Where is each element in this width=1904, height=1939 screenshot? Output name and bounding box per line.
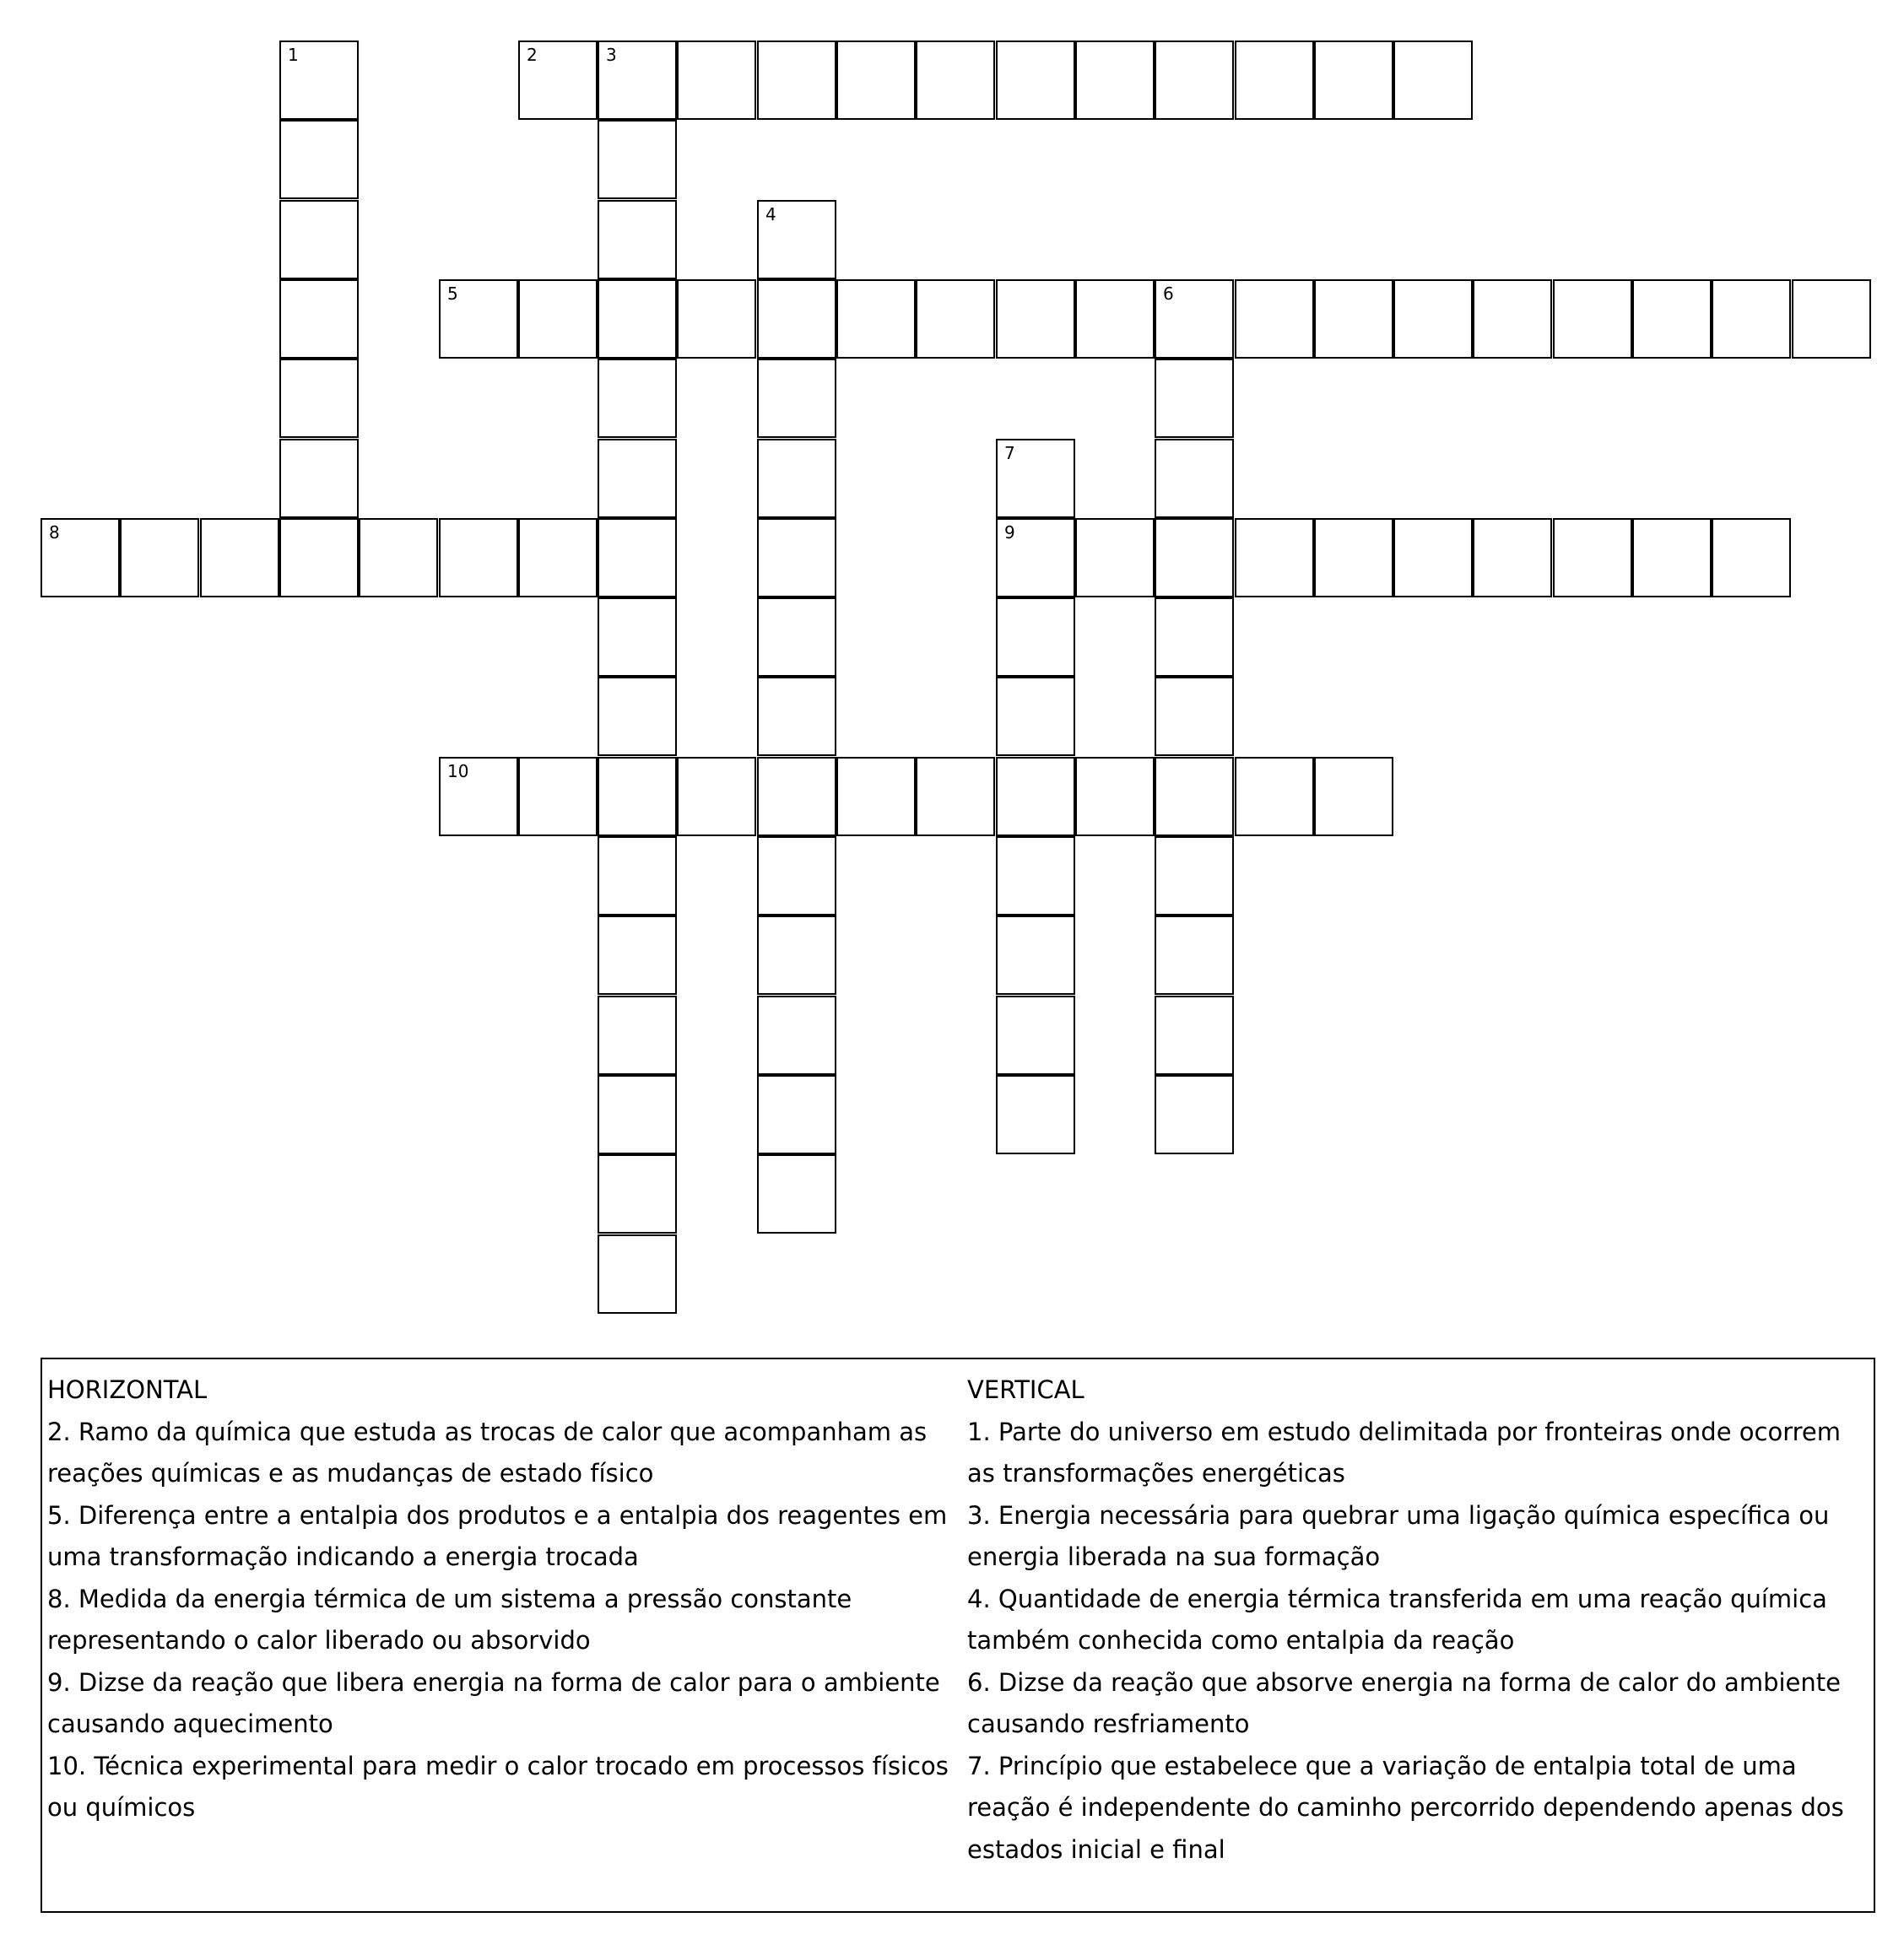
grid-cell[interactable] [757, 757, 836, 836]
clue-v-7: 7. Princípio que estabelece que a variação de entalpia total de uma reação é independente do caminho percorrido dependendo apenas dos estados inicial e final [967, 1751, 1844, 1864]
grid-cell[interactable] [996, 915, 1075, 995]
clue-h-10: 10. Técnica experimental para medir o calor trocado em processos físicos ou químicos [47, 1751, 949, 1822]
grid-cell[interactable] [1393, 279, 1473, 359]
horizontal-heading: HORIZONTAL [47, 1375, 208, 1404]
grid-cell[interactable] [1314, 757, 1393, 836]
grid-cell[interactable] [598, 915, 677, 995]
grid-cell[interactable] [757, 677, 836, 756]
grid-cell[interactable] [996, 439, 1075, 518]
grid-cell[interactable] [836, 757, 916, 836]
grid-cell[interactable] [757, 439, 836, 518]
grid-cell[interactable] [757, 359, 836, 438]
grid-cell[interactable] [1235, 518, 1314, 597]
grid-cell[interactable] [757, 200, 836, 279]
grid-cell[interactable] [359, 518, 438, 597]
grid-cell[interactable] [1155, 41, 1234, 120]
grid-cell[interactable] [757, 518, 836, 597]
grid-cell[interactable] [1075, 41, 1155, 120]
grid-cell[interactable] [1712, 518, 1791, 597]
grid-cell[interactable] [1712, 279, 1791, 359]
grid-cell[interactable] [916, 279, 995, 359]
clue-number: 5 [447, 284, 458, 304]
clue-number: 6 [1163, 284, 1174, 304]
grid-cell[interactable] [598, 41, 677, 120]
grid-cell[interactable] [1393, 518, 1473, 597]
grid-cell[interactable] [757, 41, 836, 120]
grid-cell[interactable] [1155, 915, 1234, 995]
grid-cell[interactable] [996, 836, 1075, 915]
grid-cell[interactable] [1314, 279, 1393, 359]
grid-cell[interactable] [996, 677, 1075, 756]
clue-number: 7 [1004, 443, 1015, 463]
horizontal-clues [47, 1369, 959, 1829]
grid-cell[interactable] [1155, 996, 1234, 1075]
grid-cell[interactable] [598, 518, 677, 597]
grid-cell[interactable] [598, 677, 677, 756]
clue-number: 10 [447, 761, 469, 781]
grid-cell[interactable] [41, 518, 120, 597]
clue-v-3: 3. Energia necessária para quebrar uma ligação química específica ou energia liberada na sua formação [967, 1500, 1830, 1571]
grid-cell[interactable] [1155, 279, 1234, 359]
grid-cell[interactable] [598, 200, 677, 279]
grid-cell[interactable] [1314, 518, 1393, 597]
grid-cell[interactable] [1155, 518, 1234, 597]
grid-cell[interactable] [996, 757, 1075, 836]
grid-cell[interactable] [518, 518, 598, 597]
clue-h-9: 9. Dizse da reação que libera energia na forma de calor para o ambiente causando aquecimento [47, 1667, 940, 1738]
grid-cell[interactable] [1155, 359, 1234, 438]
grid-cell[interactable] [598, 359, 677, 438]
grid-cell[interactable] [279, 359, 359, 438]
clue-number: 4 [765, 204, 776, 224]
grid-cell[interactable] [996, 597, 1075, 677]
grid-cell[interactable] [757, 279, 836, 359]
grid-cell[interactable] [757, 1075, 836, 1154]
grid-cell[interactable] [1553, 279, 1632, 359]
clue-number: 2 [527, 45, 538, 65]
grid-cell[interactable] [598, 1075, 677, 1154]
clue-number: 3 [606, 45, 617, 65]
grid-cell[interactable] [1632, 518, 1712, 597]
grid-cell[interactable] [996, 518, 1075, 597]
clue-v-6: 6. Dizse da reação que absorve energia na forma de calor do ambiente causando resfriamento [967, 1667, 1841, 1738]
clue-v-4: 4. Quantidade de energia térmica transferida em uma reação química também conhecida como entalpia da reação [967, 1584, 1827, 1655]
grid-cell[interactable] [598, 1154, 677, 1234]
grid-cell[interactable] [996, 996, 1075, 1075]
grid-cell[interactable] [757, 996, 836, 1075]
grid-cell[interactable] [1155, 757, 1234, 836]
grid-cell[interactable] [1235, 757, 1314, 836]
grid-cell[interactable] [598, 1234, 677, 1314]
grid-cell[interactable] [279, 439, 359, 518]
grid-cell[interactable] [996, 41, 1075, 120]
grid-cell[interactable] [996, 279, 1075, 359]
grid-cell[interactable] [598, 836, 677, 915]
grid-cell[interactable] [836, 41, 916, 120]
grid-cell[interactable] [1075, 518, 1155, 597]
grid-cell[interactable] [598, 439, 677, 518]
grid-cell[interactable] [598, 279, 677, 359]
grid-cell[interactable] [1473, 518, 1552, 597]
grid-cell[interactable] [677, 279, 756, 359]
grid-cell[interactable] [279, 120, 359, 199]
grid-cell[interactable] [439, 279, 518, 359]
grid-cell[interactable] [1393, 41, 1473, 120]
grid-cell[interactable] [1155, 597, 1234, 677]
grid-cell[interactable] [120, 518, 199, 597]
grid-cell[interactable] [1314, 41, 1393, 120]
grid-cell[interactable] [279, 518, 359, 597]
clue-number: 8 [49, 522, 60, 543]
grid-cell[interactable] [757, 836, 836, 915]
grid-cell[interactable] [677, 41, 756, 120]
vertical-clues [967, 1369, 1870, 1871]
grid-cell[interactable] [757, 597, 836, 677]
vertical-heading: VERTICAL [967, 1375, 1085, 1404]
grid-cell[interactable] [1155, 439, 1234, 518]
grid-cell[interactable] [598, 120, 677, 199]
grid-cell[interactable] [439, 757, 518, 836]
grid-cell[interactable] [1632, 279, 1712, 359]
grid-cell[interactable] [916, 757, 995, 836]
grid-cell[interactable] [518, 41, 598, 120]
grid-cell[interactable] [279, 200, 359, 279]
grid-cell[interactable] [279, 279, 359, 359]
clue-number: 1 [288, 45, 299, 65]
grid-cell[interactable] [598, 757, 677, 836]
grid-cell[interactable] [916, 41, 995, 120]
grid-cell[interactable] [1553, 518, 1632, 597]
clue-h-2: 2. Ramo da química que estuda as trocas de calor que acompanham as reações químicas e as mudanças de estado físico [47, 1417, 928, 1488]
grid-cell[interactable] [1473, 279, 1552, 359]
grid-cell[interactable] [598, 597, 677, 677]
grid-cell[interactable] [1235, 41, 1314, 120]
grid-cell[interactable] [439, 518, 518, 597]
grid-cell[interactable] [677, 757, 756, 836]
grid-cell[interactable] [518, 279, 598, 359]
grid-cell[interactable] [598, 996, 677, 1075]
grid-cell[interactable] [200, 518, 279, 597]
clue-v-1: 1. Parte do universo em estudo delimitada por fronteiras onde ocorrem as transformações energéticas [967, 1417, 1841, 1488]
grid-cell[interactable] [1075, 757, 1155, 836]
grid-cell[interactable] [1792, 279, 1871, 359]
grid-cell[interactable] [1155, 1075, 1234, 1154]
grid-cell[interactable] [836, 279, 916, 359]
clue-h-5: 5. Diferença entre a entalpia dos produtos e a entalpia dos reagentes em uma transformação indicando a energia trocada [47, 1500, 948, 1571]
grid-cell[interactable] [1075, 279, 1155, 359]
grid-cell[interactable] [1235, 279, 1314, 359]
grid-cell[interactable] [279, 41, 359, 120]
grid-cell[interactable] [996, 1075, 1075, 1154]
grid-cell[interactable] [1155, 677, 1234, 756]
grid-cell[interactable] [757, 1154, 836, 1234]
grid-cell[interactable] [518, 757, 598, 836]
grid-cell[interactable] [1155, 836, 1234, 915]
grid-cell[interactable] [757, 915, 836, 995]
clue-number: 9 [1004, 522, 1015, 543]
clues-box [41, 1358, 1875, 1913]
clue-h-8: 8. Medida da energia térmica de um sistema a pressão constante representando o calor liberado ou absorvido [47, 1584, 852, 1655]
